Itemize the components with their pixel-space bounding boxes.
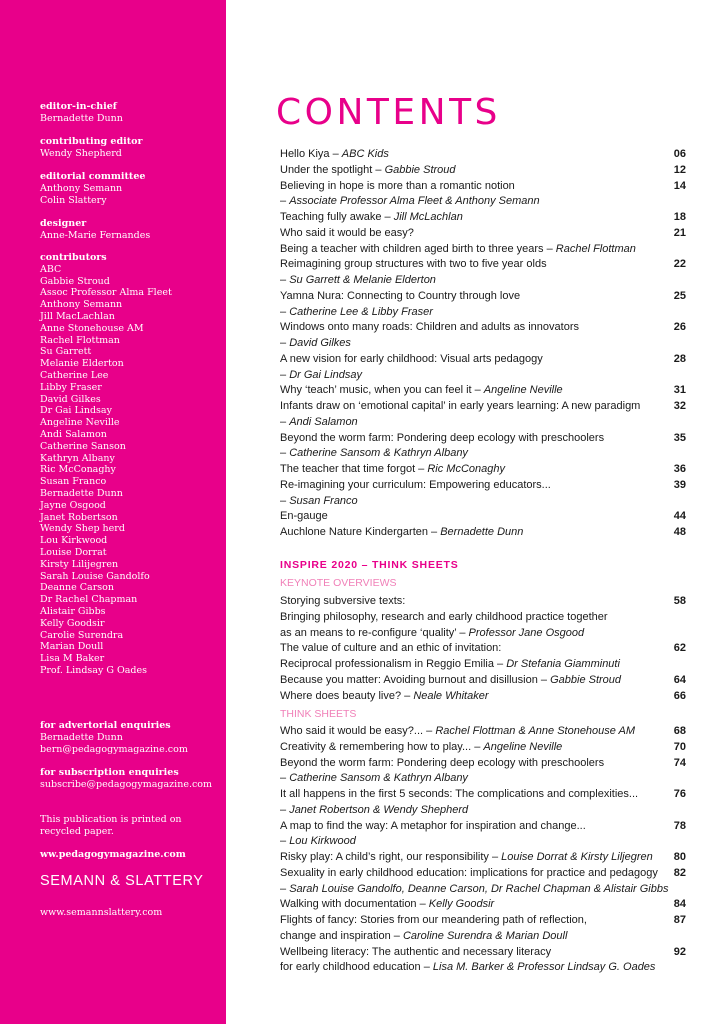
toc-page-number: 06 (673, 148, 686, 160)
toc-entry-author: Catherine Lee & Libby Fraser (289, 305, 433, 318)
toc-entry[interactable] (280, 929, 688, 945)
toc-entry-title: Infants draw on ‘emotional capital’ in early years learning: A new paradigm (280, 400, 641, 412)
toc-entry-title: Reimagining group structures with two to five year olds (280, 258, 547, 271)
toc-page-number: 12 (673, 163, 686, 176)
contributors-list (40, 264, 172, 677)
toc-entry-author: Catherine Sansom & Kathryn Albany (289, 772, 468, 785)
toc-entry-title: Because you matter: Avoiding burnout and disillusion – (280, 673, 551, 686)
contributor-name: Catherine Lee (40, 369, 109, 381)
toc-page-number: 76 (673, 788, 686, 800)
toc-entry[interactable] (280, 673, 688, 689)
toc-entry-author: Angeline Neville (483, 384, 563, 397)
toc-entry-title: – (280, 368, 290, 381)
masthead-sidebar (0, 0, 226, 1024)
toc-entry-title: Beyond the worm farm: Pondering deep ecology with preschoolers (280, 431, 605, 444)
toc-page-number: 31 (673, 384, 686, 397)
toc-entry[interactable] (280, 740, 688, 756)
toc-entry-title: Under the spotlight – (280, 163, 385, 176)
toc-entry[interactable] (280, 689, 688, 705)
contributing-editor-heading: contributing editor (40, 136, 143, 147)
committee-block (40, 171, 145, 206)
toc-entry[interactable] (280, 657, 688, 673)
toc-page-number: 28 (673, 352, 686, 365)
toc-page-number: 68 (673, 725, 686, 737)
toc-entry-author: Gabbie Stroud (384, 163, 456, 176)
toc-entry-author: Ric McConaghy (427, 463, 505, 475)
contributor-name: Andi Salamon (40, 428, 107, 440)
toc-entry[interactable] (280, 415, 688, 431)
toc-entry-title: Reciprocal professionalism in Reggio Emilia – (280, 658, 507, 670)
contributor-name: Bernadette Dunn (40, 487, 123, 499)
subscription-heading: for subscription enquiries (40, 767, 179, 778)
toc-entry[interactable] (280, 509, 688, 525)
contributor-name: Carolie Surendra (40, 629, 124, 641)
toc-entry[interactable] (280, 320, 688, 336)
toc-entry-title: Storying subversive texts: (280, 595, 406, 607)
toc-entry-title: – (280, 494, 290, 507)
contributor-name: Catherine Sanson (40, 440, 126, 452)
contributor-name: Lou Kirkwood (40, 535, 108, 547)
toc-entry-title: Flights of fancy: Stories from our meandering path of reflection, (280, 914, 587, 926)
contributor-name: Jayne Osgood (40, 499, 106, 511)
toc-entry[interactable] (280, 257, 688, 273)
publisher-website[interactable]: www.semannslattery.com (40, 907, 163, 918)
toc-entry[interactable] (280, 594, 688, 610)
toc-entry-author: Sarah Louise Gandolfo, Deanne Carson, Dr Rachel Chapman & Alistair Gibbs (289, 882, 669, 895)
toc-entry[interactable] (280, 803, 688, 819)
toc-entry[interactable] (280, 850, 688, 866)
page-title: CONTENTS (276, 92, 501, 133)
contributors-heading: contributors (40, 252, 107, 263)
toc-entry-title: Sexuality in early childhood education: implications for practice and pedagogy (280, 866, 658, 879)
toc-entry-title: – (280, 305, 290, 318)
toc-entry-title: – (280, 195, 290, 208)
toc-entry-author: Bernadette Dunn (440, 526, 524, 538)
toc-entry-title: A map to find the way: A metaphor for inspiration and change... (280, 819, 586, 832)
toc-entry[interactable] (280, 179, 688, 195)
toc-entry-author: Lisa M. Barker & Professor Lindsay G. Oades (432, 961, 656, 974)
contributor-name: Melanie Elderton (40, 358, 124, 370)
contributor-name: Wendy Shep herd (40, 523, 125, 535)
toc-entry-author: ABC Kids (341, 148, 389, 160)
contributor-name: Assoc Professor Alma Fleet (40, 287, 172, 299)
toc-entry[interactable] (280, 897, 688, 913)
toc-entry-title: Wellbeing literacy: The authentic and necessary literacy (280, 945, 552, 958)
toc-entry-title: change and inspiration – (280, 929, 403, 942)
toc-page-number: 14 (673, 179, 686, 192)
advertorial-block (40, 720, 188, 755)
contributor-name: David Gilkes (40, 393, 101, 405)
toc-entry[interactable] (280, 399, 688, 415)
contributing-editor-name: Wendy Shepherd (40, 147, 122, 159)
toc-entry-title: Risky play: A child’s right, our responsibility – (280, 851, 502, 863)
website-link[interactable]: ww.pedagogymagazine.com (40, 849, 186, 860)
toc-entry-title: Bringing philosophy, research and early childhood practice together (280, 610, 608, 623)
toc-entry-title: Auchlone Nature Kindergarten – (280, 526, 441, 538)
toc-entry[interactable] (280, 336, 688, 352)
toc-entry[interactable] (280, 163, 688, 179)
toc-entry-title: Believing in hope is more than a romantic notion (280, 179, 515, 192)
toc-entry[interactable] (280, 641, 688, 657)
printed-note-line: recycled paper. (40, 825, 114, 837)
contributor-name: Anne Stonehouse AM (40, 322, 144, 334)
toc-entry-author: Lou Kirkwood (289, 835, 356, 848)
editor-name: Bernadette Dunn (40, 112, 123, 124)
toc-entry-author: Associate Professor Alma Fleet & Anthony Semann (289, 195, 540, 208)
committee-member: Anthony Semann (40, 182, 123, 194)
toc-page-number: 80 (673, 851, 686, 863)
toc-entry-author: Andi Salamon (289, 415, 358, 428)
toc-page-number: 87 (673, 914, 686, 926)
toc-entry-title: Windows onto many roads: Children and adults as innovators (280, 321, 579, 334)
publisher-logo: SEMANN & SLATTERY (40, 873, 204, 889)
toc-page-number: 18 (673, 211, 686, 223)
toc-entry-author: Catherine Sansom & Kathryn Albany (289, 447, 468, 460)
toc-page-number: 32 (673, 400, 686, 412)
toc-entry[interactable] (280, 787, 688, 803)
toc-entry[interactable] (280, 305, 688, 321)
toc-entry-title: Re-imagining your curriculum: Empowering educators... (280, 478, 551, 491)
contributor-name: Rachel Flottman (40, 334, 120, 346)
toc-entry[interactable] (280, 431, 688, 447)
toc-entry-author: Susan Franco (289, 494, 358, 507)
toc-entry-title: – (280, 415, 290, 428)
toc-entry[interactable] (280, 242, 688, 258)
toc-entry-title: Being a teacher with children aged birth to three years – (280, 242, 556, 255)
toc-page-number: 25 (673, 289, 686, 302)
contributing-editor-block (40, 136, 142, 160)
toc-entry-title: Creativity & remembering how to play... – (280, 740, 484, 753)
contributor-name: Susan Franco (40, 476, 107, 488)
toc-page-number: 82 (673, 866, 686, 879)
toc-entry-author: Janet Robertson & Wendy Shepherd (289, 803, 469, 816)
contributor-name: Louise Dorrat (40, 546, 107, 558)
toc-page-number: 26 (673, 321, 686, 334)
toc-entry[interactable] (280, 478, 688, 494)
advertorial-email[interactable]: bern@pedagogymagazine.com (40, 743, 188, 755)
toc-entry[interactable] (280, 724, 688, 740)
toc-entry[interactable] (280, 610, 688, 626)
toc-page-number: 92 (673, 945, 686, 958)
toc-entry-title: Where does beauty live? – (280, 689, 414, 702)
toc-page-number: 44 (673, 510, 686, 523)
toc-entry-author: Professor Jane Osgood (468, 626, 585, 639)
editor-block (40, 101, 123, 125)
contributor-name: Jill MacLachlan (40, 310, 115, 322)
contributor-name: Deanne Carson (40, 582, 114, 594)
toc-entry-author: Dr Gai Lindsay (289, 368, 362, 381)
toc-page-number: 35 (673, 431, 686, 444)
toc-entry[interactable] (280, 194, 688, 210)
toc-entry[interactable] (280, 462, 688, 478)
toc-entry[interactable] (280, 383, 688, 399)
toc-entry-title: – (280, 274, 290, 286)
toc-entry[interactable] (280, 756, 688, 772)
toc-entry-author: Su Garrett & Melanie Elderton (289, 274, 436, 286)
toc-entry-title: En-gauge (280, 510, 328, 523)
toc-page-number: 48 (673, 526, 686, 538)
toc-entry-author: Jill McLachlan (393, 211, 463, 223)
contributor-name: Gabbie Stroud (40, 275, 110, 287)
contributor-name: Sarah Louise Gandolfo (40, 570, 150, 582)
toc-entry-author: Rachel Flottman & Anne Stonehouse AM (435, 725, 636, 737)
toc-entry[interactable] (280, 866, 688, 882)
toc-entry-title: Walking with documentation – (280, 898, 429, 911)
toc-entry[interactable] (280, 226, 688, 242)
advertorial-contact: Bernadette Dunn (40, 731, 123, 743)
toc-entry-title: Who said it would be easy? (280, 226, 414, 239)
toc-entry-title: Teaching fully awake – (280, 211, 394, 223)
contributor-name: Prof. Lindsay G Oades (40, 664, 147, 676)
printed-note-line: This publication is printed on (40, 814, 182, 825)
contributor-name: Dr Rachel Chapman (40, 594, 138, 606)
toc-entry-title: – (280, 772, 290, 785)
contributor-name: Janet Robertson (40, 511, 118, 523)
designer-heading: designer (40, 218, 87, 229)
contributor-name: Anthony Semann (40, 299, 123, 311)
toc-entry-author: Angeline Neville (483, 740, 563, 753)
contributor-name: Angeline Neville (40, 417, 120, 429)
toc-entry-title: – (280, 803, 290, 816)
toc-entry[interactable] (280, 352, 688, 368)
printed-note (40, 814, 182, 838)
toc-entry[interactable] (280, 273, 688, 289)
contributor-name: Ric McConaghy (40, 464, 116, 476)
toc-page-number: 21 (673, 226, 686, 239)
toc-entry[interactable] (280, 913, 688, 929)
committee-member: Colin Slattery (40, 194, 107, 206)
toc-entry-title: Beyond the worm farm: Pondering deep ecology with preschoolers (280, 756, 605, 769)
toc-entry[interactable] (280, 819, 688, 835)
toc-page-number: 58 (673, 595, 686, 607)
toc-page-number: 66 (673, 689, 686, 702)
inspire-section-heading: INSPIRE 2020 – THINK SHEETS (280, 559, 459, 571)
toc-entry-author: Kelly Goodsir (428, 898, 495, 911)
toc-entry-title: – (280, 337, 290, 349)
contributor-name: Kirsty Lilijegren (40, 558, 119, 570)
toc-entry-title: Who said it would be easy?... – (280, 725, 436, 737)
contributor-name: Marian Doull (40, 641, 104, 653)
toc-entry-author: Gabbie Stroud (550, 673, 622, 686)
toc-entry-author: Rachel Flottman (555, 242, 636, 255)
toc-entry[interactable] (280, 494, 688, 510)
toc-entry[interactable] (280, 525, 688, 541)
think-sheets-heading: THINK SHEETS (280, 708, 357, 720)
toc-page-number: 70 (673, 740, 686, 753)
toc-entry-author: Neale Whitaker (413, 689, 489, 702)
contributor-name: Su Garrett (40, 346, 92, 358)
keynote-overviews-heading: KEYNOTE OVERVIEWS (280, 577, 397, 589)
toc-entry[interactable] (280, 446, 688, 462)
toc-entry-title: A new vision for early childhood: Visual arts pedagogy (280, 352, 543, 365)
toc-entry-title: – (280, 447, 290, 460)
subscription-email[interactable]: subscribe@pedagogymagazine.com (40, 778, 213, 790)
toc-page-number: 78 (673, 819, 686, 832)
subscription-block (40, 767, 212, 791)
toc-entry[interactable] (280, 368, 688, 384)
toc-page-number: 36 (673, 463, 686, 475)
contributor-name: Libby Fraser (40, 381, 102, 393)
toc-entry-title: Why ‘teach’ music, when you can feel it – (280, 384, 484, 397)
toc-entry-title: – (280, 835, 290, 848)
contributor-name: Kathryn Albany (40, 452, 115, 464)
designer-block (40, 218, 150, 242)
toc-entry[interactable] (280, 960, 688, 976)
advertorial-heading: for advertorial enquiries (40, 720, 171, 731)
toc-entry[interactable] (280, 771, 688, 787)
toc-entry-title: It all happens in the first 5 seconds: The complications and complexities... (280, 788, 639, 800)
contributors-block (40, 252, 172, 677)
designer-name: Anne-Marie Fernandes (40, 229, 151, 241)
contributor-name: Dr Gai Lindsay (40, 405, 112, 417)
contributor-name: ABC (40, 263, 62, 275)
toc-entry-title: The value of culture and an ethic of invitation: (280, 642, 502, 655)
toc-entry-author: Louise Dorrat & Kirsty Liljegren (501, 851, 653, 863)
toc-entry-title: as an means to re-configure ‘quality’ – (280, 626, 469, 639)
toc-entry[interactable] (280, 147, 688, 163)
toc-entry[interactable] (280, 834, 688, 850)
toc-entry[interactable] (280, 626, 688, 642)
toc-page-number: 84 (673, 898, 686, 911)
toc-page-number: 74 (673, 756, 686, 769)
toc-entry-author: Dr Stefania Giamminuti (506, 658, 620, 670)
toc-entry-author: David Gilkes (289, 337, 351, 349)
toc-entry[interactable] (280, 210, 688, 226)
contributor-name: Kelly Goodsir (40, 617, 105, 629)
committee-heading: editorial committee (40, 171, 146, 182)
toc-entry-title: for early childhood education – (280, 961, 433, 974)
toc-page-number: 64 (673, 673, 686, 686)
toc-entry[interactable] (280, 289, 688, 305)
toc-entry[interactable] (280, 882, 688, 898)
editor-heading: editor-in-chief (40, 101, 117, 112)
toc-entry[interactable] (280, 945, 688, 961)
toc-page-number: 62 (673, 642, 686, 655)
toc-page-number: 22 (673, 258, 686, 271)
toc-entry-title: – (280, 882, 290, 895)
contributor-name: Alistair Gibbs (40, 605, 106, 617)
toc-entry-title: The teacher that time forgot – (280, 463, 428, 475)
toc-entry-author: Caroline Surendra & Marian Doull (402, 929, 568, 942)
contributor-name: Lisa M Baker (40, 653, 105, 665)
toc-page-number: 39 (673, 478, 686, 491)
toc-entry-title: Yamna Nura: Connecting to Country through love (280, 289, 521, 302)
toc-entry-title: Hello Kiya – (280, 148, 342, 160)
